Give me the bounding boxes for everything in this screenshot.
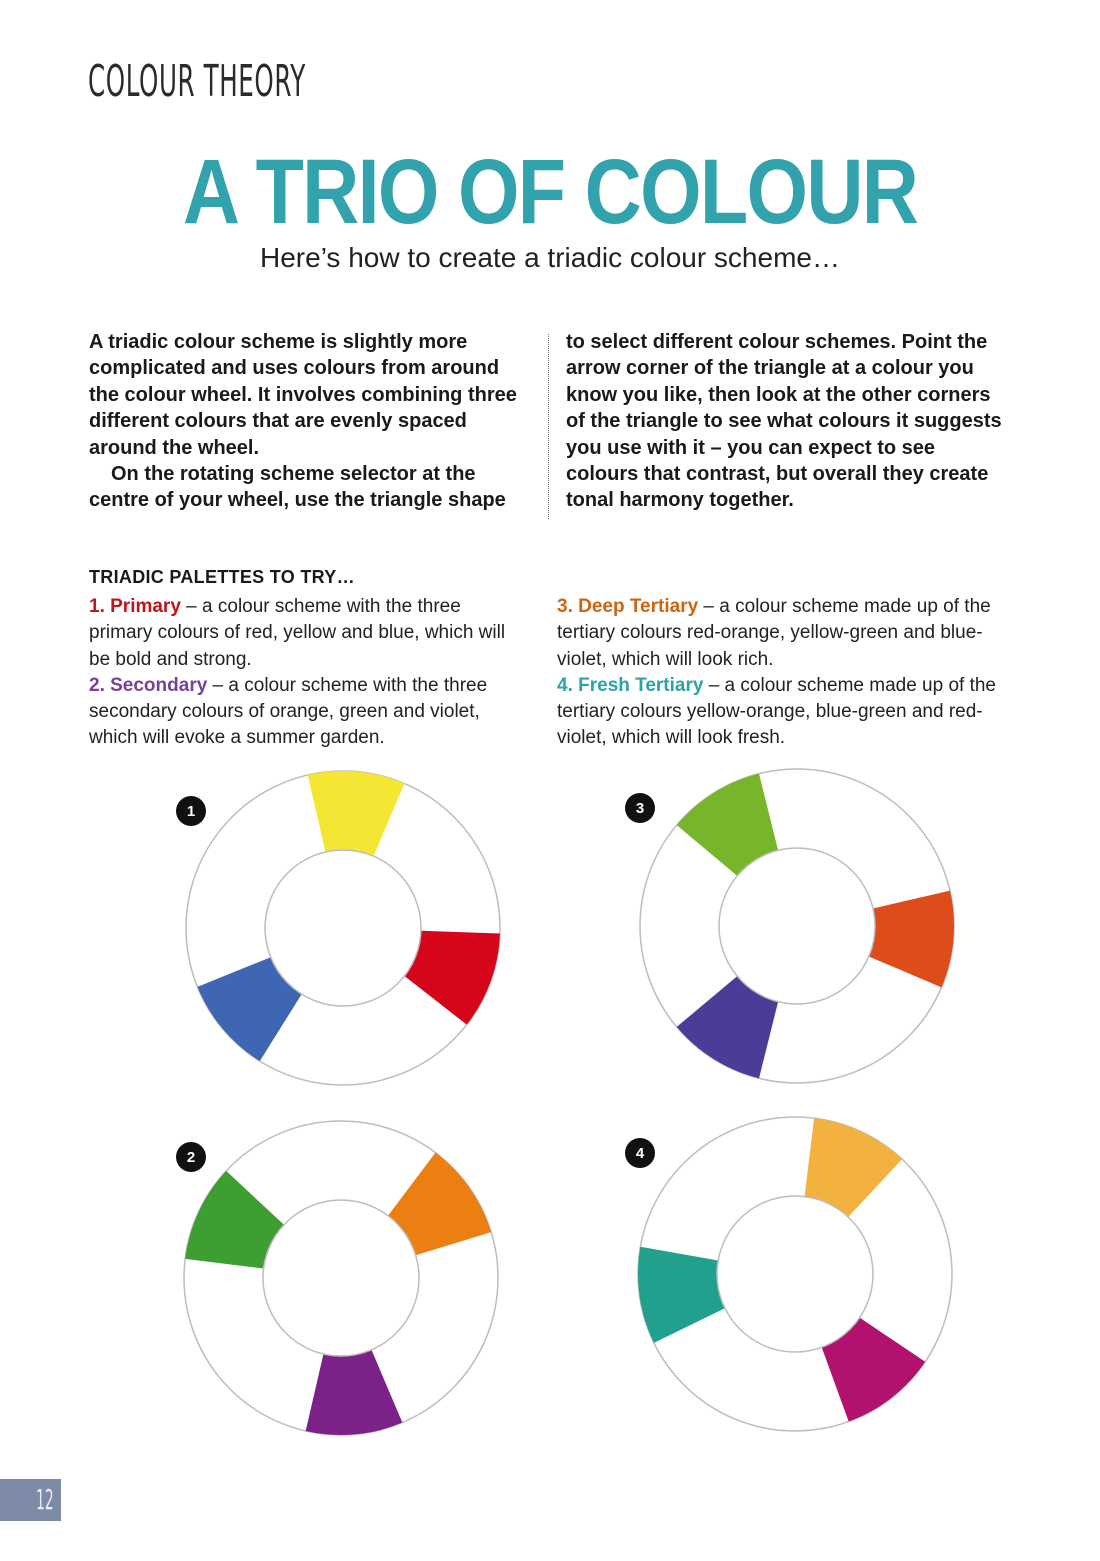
colour-wheel-2 — [176, 1118, 506, 1448]
palette-fresh-tertiary — [557, 673, 1007, 752]
wheel-inner-ring — [263, 1200, 419, 1356]
palette-description: – a colour scheme with the three primary colours of red, yellow and blue, which will be bold and strong. — [89, 596, 506, 670]
palette-primary — [89, 594, 529, 673]
palette-secondary — [89, 673, 529, 752]
palette-description: – a colour scheme with the three secondary colours of orange, green and violet, which will evoke a summer garden. — [89, 674, 488, 749]
section-label: COLOUR THEORY — [88, 56, 306, 107]
colour-wheel-4 — [630, 1114, 960, 1444]
page-title: A TRIO OF COLOUR — [182, 141, 918, 243]
intro-paragraph: A triadic colour scheme is slightly more complicated and uses colours from around the colour wheel. It involves combining three different colours that are evenly spaced around the wheel. — [89, 331, 517, 459]
intro-paragraph: On the rotating scheme selector at the centre of your wheel, use the triangle shape — [89, 463, 506, 512]
palettes-heading: TRIADIC PALETTES TO TRY… — [89, 567, 355, 587]
palette-deep-tertiary — [557, 594, 1007, 673]
intro-paragraph: to select different colour schemes. Point the arrow corner of the triangle at a colour you know you like, then look at the other corners of the triangle to see what colours it suggests you use with it – you can expect to see colours that contrast, but overall they create tonal harmony together. — [566, 331, 1002, 512]
wheel-number-badge: 1 — [176, 796, 206, 826]
wheel-number-badge: 4 — [625, 1138, 655, 1168]
palette-title: 2. Secondary — [89, 674, 208, 696]
wheel-number-badge: 2 — [176, 1142, 206, 1172]
palettes-right-column — [557, 594, 1007, 752]
palettes-left-column — [89, 594, 529, 752]
colour-wheel-3 — [632, 766, 962, 1096]
wheel-inner-ring — [265, 850, 421, 1006]
palette-title: 4. Fresh Tertiary — [557, 674, 704, 696]
colour-wheel-1 — [178, 768, 508, 1098]
page-number: 12 — [36, 1483, 54, 1516]
wheel-number-badge: 3 — [625, 793, 655, 823]
palette-description: – a colour scheme made up of the tertiary colours yellow-orange, blue-green and red-violet, which will look fresh. — [557, 674, 996, 749]
intro-left-column — [89, 329, 529, 514]
palette-title: 1. Primary — [89, 596, 181, 617]
page-subtitle: Here’s how to create a triadic colour scheme… — [260, 242, 840, 273]
intro-right-column — [566, 329, 1011, 514]
palette-description: – a colour scheme made up of the tertiary colours red-orange, yellow-green and blue-violet, which will look rich. — [557, 596, 991, 670]
wheel-inner-ring — [717, 1196, 873, 1352]
wheel-inner-ring — [719, 848, 875, 1004]
palette-title: 3. Deep Tertiary — [557, 596, 699, 617]
column-divider — [548, 334, 549, 519]
